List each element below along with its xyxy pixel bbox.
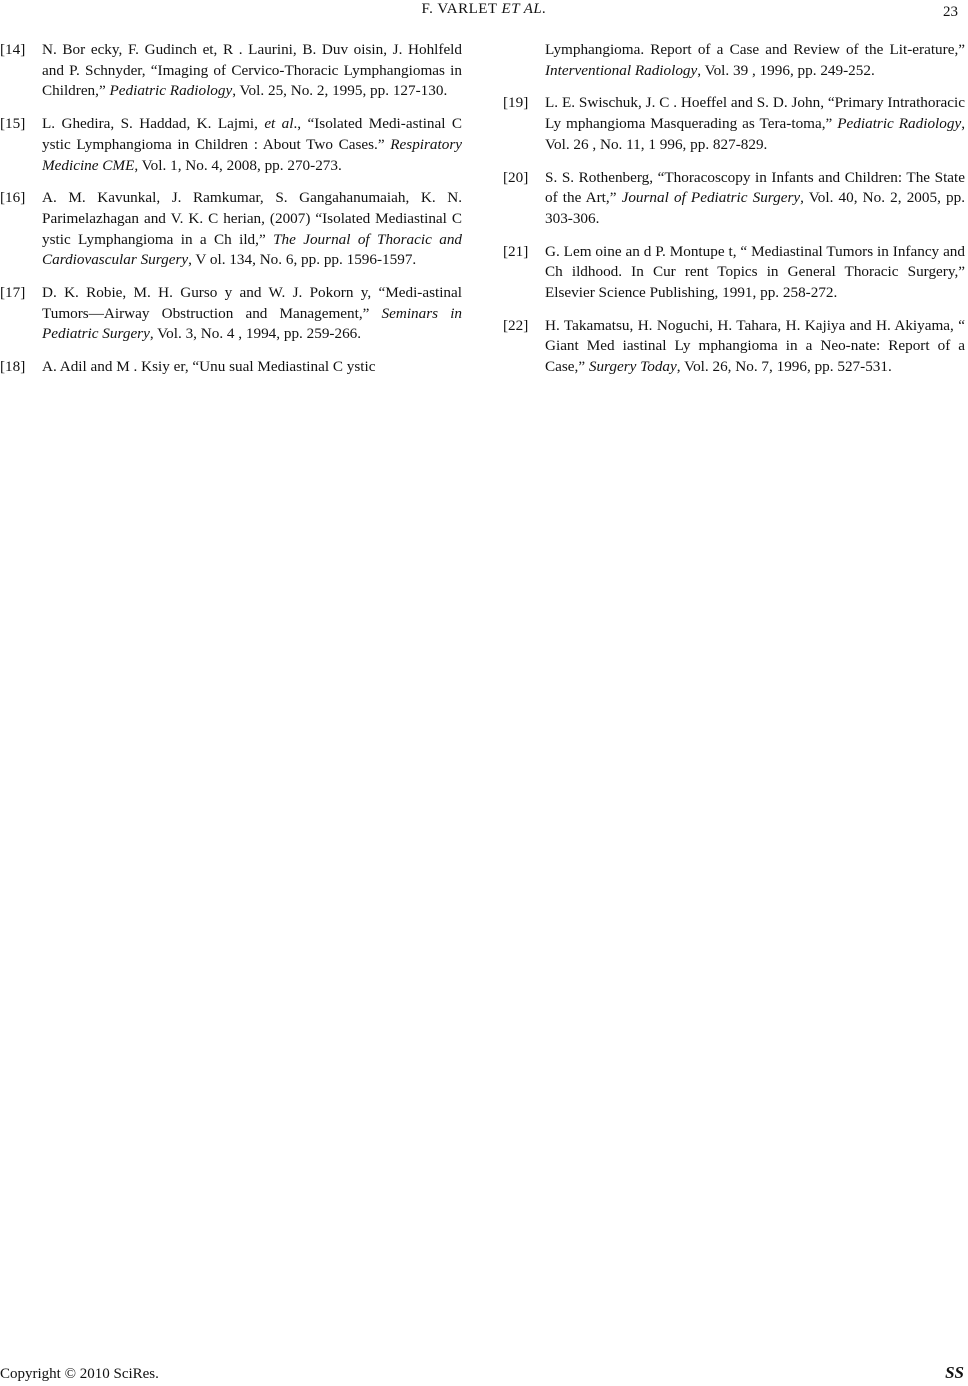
reference-number: [18] <box>0 358 26 376</box>
header-et-al: ET AL. <box>501 1 547 17</box>
reference-item: [21] G. Lem oine an d P. Montupe t, “ Mediastinal Tumors in Infancy and Ch ildhood. In Cur rent Topics in General Thoracic Surgery,” Elsevier Science Publishing, 1991, pp. 258-272. <box>503 242 965 302</box>
reference-number: [20] <box>503 168 529 186</box>
right-column <box>503 40 965 390</box>
running-header <box>0 0 968 18</box>
reference-continuation: Lymphangioma. Report of a Case and Review of the Lit-erature,” Interventional Radiology, Vol. 39 , 1996, pp. 249-252. <box>545 41 965 79</box>
reference-item: [14] N. Bor ecky, F. Gudinch et, R . Laurini, B. Duv oisin, J. Hohlfeld and P. Schnyder, “Imaging of Cervico-Thoracic Lymphangiomas in Children,” Pediatric Radiology, Vol. 25, No. 2, 1995, pp. 127-130. <box>0 41 462 100</box>
reference-number: [22] <box>503 316 529 334</box>
reference-item: [16] A. M. Kavunkal, J. Ramkumar, S. Gangahanumaiah, K. N. Parimelazhagan and V. K. C herian, (2007) “Isolated Mediastinal C ystic Lymphangioma in a Ch ild,” The Journal of Thoracic and Cardiovascular Surgery, V ol. 134, No. 6, pp. pp. 1596-1597. <box>0 189 463 269</box>
reference-item: [17] D. K. Robie, M. H. Gurso y and W. J. Pokorn y, “Medi-astinal Tumors—Airway Obstruction and Management,” Seminars in Pediatric Surgery, Vol. 3, No. 4 , 1994, pp. 259-266. <box>0 284 463 343</box>
reference-number: [15] <box>0 115 26 133</box>
page-number: 23 <box>943 4 958 20</box>
left-column <box>0 40 462 390</box>
header-authors: F. VARLET <box>421 1 498 17</box>
reference-item: [18] A. Adil and M . Ksiy er, “Unu sual Mediastinal C ystic <box>0 357 462 378</box>
reference-number: [14] <box>0 41 26 58</box>
reference-number: [19] <box>503 94 529 112</box>
reference-item: [20] S. S. Rothenberg, “Thoracoscopy in Infants and Children: The State of the Art,” Journal of Pediatric Surgery, Vol. 40, No. 2, 2005, pp. 303-306. <box>503 168 966 227</box>
reference-item: [15] L. Ghedira, S. Haddad, K. Lajmi, et al., “Isolated Medi-astinal C ystic Lymphangioma in Children : About Two Cases.” Respiratory Medicine CME, Vol. 1, No. 4, 2008, pp. 270-273. <box>0 115 463 174</box>
reference-item: [19] L. E. Swischuk, J. C . Hoeffel and S. D. John, “Primary Intrathoracic Ly mphangioma Masquerading as Tera-toma,” Pediatric Radiology, Vol. 26 , No. 11, 1 996, pp. 827-829. <box>503 94 965 153</box>
reference-number: [16] <box>0 189 26 207</box>
reference-number: [17] <box>0 284 26 302</box>
reference-number: [21] <box>503 242 529 260</box>
copyright-notice: Copyright © 2010 SciRes. <box>0 1366 159 1382</box>
reference-item: [22] H. Takamatsu, H. Noguchi, H. Tahara, H. Kajiya and H. Akiyama, “ Giant Med iastinal Ly mphangioma in a Neo-nate: Report of a Case,” Surgery Today, Vol. 26, No. 7, 1996, pp. 527-531. <box>503 316 965 376</box>
journal-abbreviation: SS <box>945 1363 964 1382</box>
